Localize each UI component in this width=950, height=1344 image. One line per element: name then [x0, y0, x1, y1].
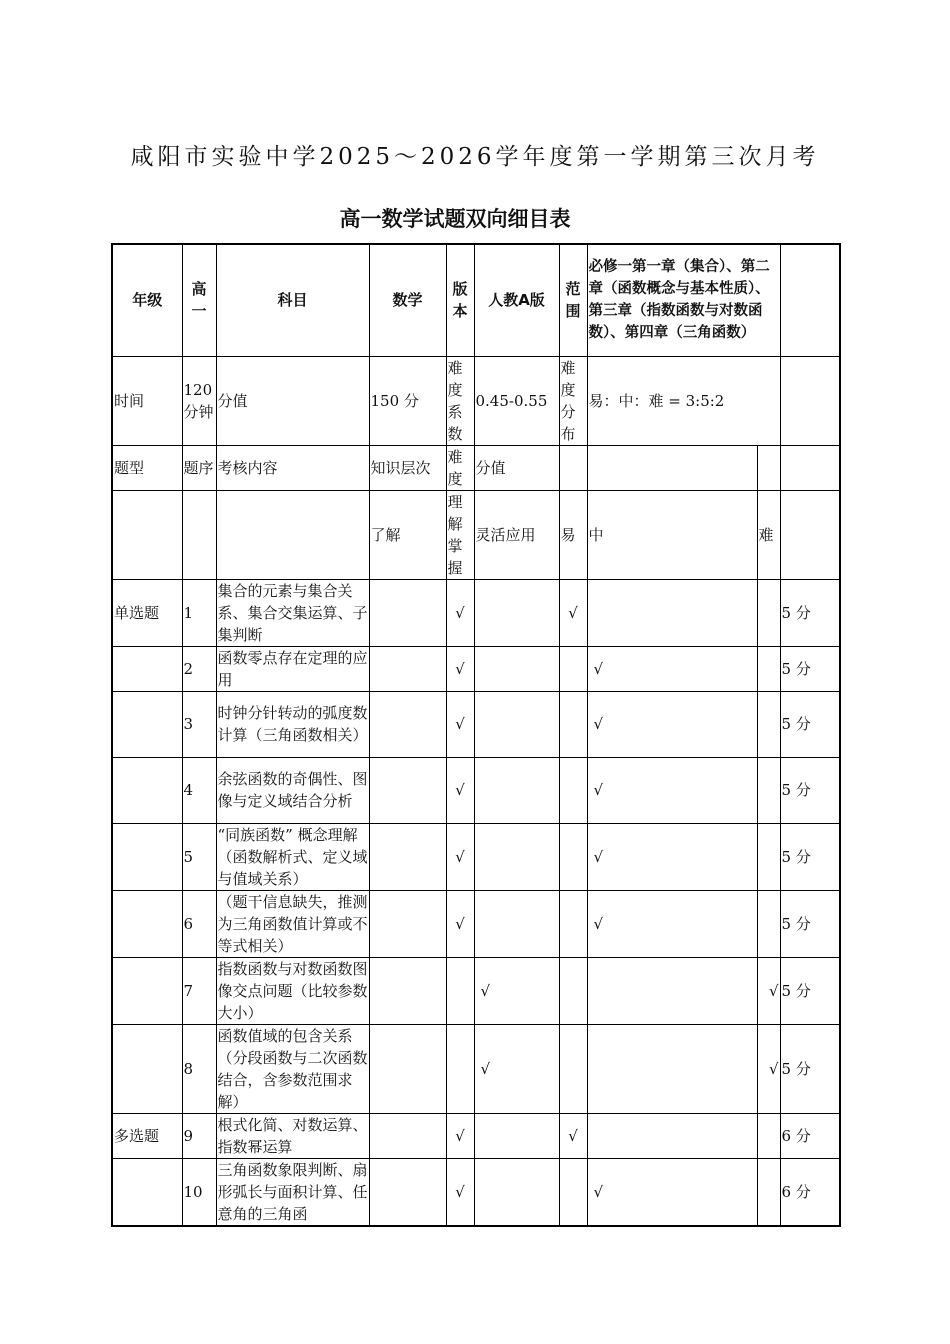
row-easy: √: [559, 1113, 587, 1158]
table-row: [112, 1158, 840, 1226]
table-row: [112, 890, 840, 957]
row-easy: [559, 691, 587, 757]
row-master: √: [446, 1158, 474, 1226]
row-points: 6 分: [780, 1113, 840, 1158]
row-easy: [559, 646, 587, 691]
row-hard: [757, 691, 780, 757]
row-apply: [474, 757, 559, 823]
row-medium: √: [587, 646, 757, 691]
row-apply: [474, 1113, 559, 1158]
row-type: [112, 757, 182, 823]
row-points: 5 分: [780, 1024, 840, 1113]
row-order: 4: [182, 757, 216, 823]
table-row: [112, 957, 840, 1024]
row-easy: √: [559, 579, 587, 646]
row-apply: √: [474, 1024, 559, 1113]
row-order: 3: [182, 691, 216, 757]
row-content: 时钟分针转动的弧度数计算（三角函数相关）: [216, 691, 369, 757]
row-medium: √: [587, 823, 757, 890]
subject-label: 科目: [216, 244, 369, 356]
row-hard: [757, 890, 780, 957]
row-medium: √: [587, 1158, 757, 1226]
row-content: 集合的元素与集合关系、集合交集运算、子集判断: [216, 579, 369, 646]
row-master: √: [446, 890, 474, 957]
col-knowledge-level: 知识层次: [369, 445, 446, 490]
difficulty-coef-value: 0.45-0.55: [474, 356, 559, 445]
row-points: 5 分: [780, 890, 840, 957]
row-understand: [369, 823, 446, 890]
row-medium: [587, 1024, 757, 1113]
row-apply: [474, 890, 559, 957]
row-apply: [474, 1158, 559, 1226]
row-master: √: [446, 646, 474, 691]
scope-label: 范围: [559, 244, 587, 356]
row-apply: √: [474, 957, 559, 1024]
row-master: √: [446, 691, 474, 757]
table-row: [112, 579, 840, 646]
row-content: （题干信息缺失，推测为三角函数值计算或不等式相关）: [216, 890, 369, 957]
subcolumn-header-row: [112, 490, 840, 579]
col-type: 题型: [112, 445, 182, 490]
row-understand: [369, 579, 446, 646]
row-order: 5: [182, 823, 216, 890]
row-content: “同族函数” 概念理解（函数解析式、定义域与值域关系）: [216, 823, 369, 890]
sub-apply: 灵活应用: [474, 490, 559, 579]
row-easy: [559, 957, 587, 1024]
table-title: 高一数学试题双向细目表: [339, 207, 571, 231]
row-apply: [474, 579, 559, 646]
row-understand: [369, 691, 446, 757]
row-content: 指数函数与对数函数图像交点问题（比较参数大小）: [216, 957, 369, 1024]
row-master: [446, 957, 474, 1024]
row-hard: [757, 646, 780, 691]
row-medium: [587, 957, 757, 1024]
row-order: 1: [182, 579, 216, 646]
row-points: 5 分: [780, 579, 840, 646]
difficulty-dist-value: 易：中：难 = 3:5:2: [587, 356, 780, 445]
row-understand: [369, 757, 446, 823]
row-content: 函数零点存在定理的应用: [216, 646, 369, 691]
row-medium: √: [587, 691, 757, 757]
row-type: [112, 646, 182, 691]
edition-label: 版本: [446, 244, 474, 356]
row-order: 8: [182, 1024, 216, 1113]
row-easy: [559, 1024, 587, 1113]
row-apply: [474, 823, 559, 890]
score-value: 150 分: [369, 356, 446, 445]
table-row: [112, 1024, 840, 1113]
row-medium: [587, 579, 757, 646]
row-understand: [369, 1113, 446, 1158]
row-apply: [474, 691, 559, 757]
row-master: √: [446, 823, 474, 890]
col-order: 题序: [182, 445, 216, 490]
row-points: 6 分: [780, 1158, 840, 1226]
row-easy: [559, 1158, 587, 1226]
sub-hard: 难: [757, 490, 780, 579]
header-blank: [780, 244, 840, 356]
row-points: 5 分: [780, 691, 840, 757]
row-master: √: [446, 579, 474, 646]
specification-table: [111, 243, 841, 1227]
header-row: [112, 244, 840, 356]
row-content: 根式化简、对数运算、指数幂运算: [216, 1113, 369, 1158]
row-points: 5 分: [780, 957, 840, 1024]
row-type: [112, 1158, 182, 1226]
row-understand: [369, 890, 446, 957]
row-medium: [587, 1113, 757, 1158]
row-easy: [559, 757, 587, 823]
row-type: [112, 1024, 182, 1113]
document-title: 咸阳市实验中学2025～2026学年度第一学期第三次月考: [130, 144, 820, 170]
info-blank: [780, 356, 840, 445]
row-apply: [474, 646, 559, 691]
row-hard: √: [757, 1024, 780, 1113]
time-label: 时间: [112, 356, 182, 445]
row-order: 6: [182, 890, 216, 957]
row-understand: [369, 957, 446, 1024]
table-row: [112, 823, 840, 890]
row-understand: [369, 646, 446, 691]
row-order: 9: [182, 1113, 216, 1158]
difficulty-dist-label: 难度分布: [559, 356, 587, 445]
table-row: [112, 1113, 840, 1158]
row-order: 2: [182, 646, 216, 691]
row-content: 三角函数象限判断、扇形弧长与面积计算、任意角的三角函: [216, 1158, 369, 1226]
row-hard: [757, 579, 780, 646]
grade-label: 年级: [112, 244, 182, 356]
row-master: √: [446, 1113, 474, 1158]
col-difficulty: 难度: [446, 445, 474, 490]
info-row: [112, 356, 840, 445]
row-type: 多选题: [112, 1113, 182, 1158]
row-type: 单选题: [112, 579, 182, 646]
subject-value: 数学: [369, 244, 446, 356]
row-hard: √: [757, 957, 780, 1024]
sub-understand: 了解: [369, 490, 446, 579]
row-master: √: [446, 757, 474, 823]
row-content: 函数值域的包含关系（分段函数与二次函数结合，含参数范围求解）: [216, 1024, 369, 1113]
row-points: 5 分: [780, 823, 840, 890]
row-medium: √: [587, 890, 757, 957]
column-header-row: [112, 445, 840, 490]
row-understand: [369, 1158, 446, 1226]
table-row: [112, 646, 840, 691]
row-type: [112, 691, 182, 757]
edition-value: 人教A版: [474, 244, 559, 356]
col-content: 考核内容: [216, 445, 369, 490]
row-master: [446, 1024, 474, 1113]
row-type: [112, 823, 182, 890]
difficulty-coef-label: 难度系数: [446, 356, 474, 445]
sub-medium: 中: [587, 490, 757, 579]
col-points: 分值: [474, 445, 559, 490]
row-understand: [369, 1024, 446, 1113]
row-easy: [559, 890, 587, 957]
table-row: [112, 757, 840, 823]
row-order: 7: [182, 957, 216, 1024]
row-hard: [757, 823, 780, 890]
row-hard: [757, 757, 780, 823]
row-medium: √: [587, 757, 757, 823]
row-content: 余弦函数的奇偶性、图像与定义域结合分析: [216, 757, 369, 823]
row-type: [112, 957, 182, 1024]
row-order: 10: [182, 1158, 216, 1226]
row-points: 5 分: [780, 646, 840, 691]
score-label: 分值: [216, 356, 369, 445]
scope-value: 必修一第一章（集合）、第二章（函数概念与基本性质）、第三章（指数函数与对数函数）、第四章（三角函数）: [587, 244, 780, 356]
sub-easy: 易: [559, 490, 587, 579]
table-row: [112, 691, 840, 757]
sub-master: 理解掌握: [446, 490, 474, 579]
time-value: 120分钟: [182, 356, 216, 445]
row-hard: [757, 1158, 780, 1226]
grade-value: 高一: [182, 244, 216, 356]
row-hard: [757, 1113, 780, 1158]
row-points: 5 分: [780, 757, 840, 823]
row-type: [112, 890, 182, 957]
row-easy: [559, 823, 587, 890]
